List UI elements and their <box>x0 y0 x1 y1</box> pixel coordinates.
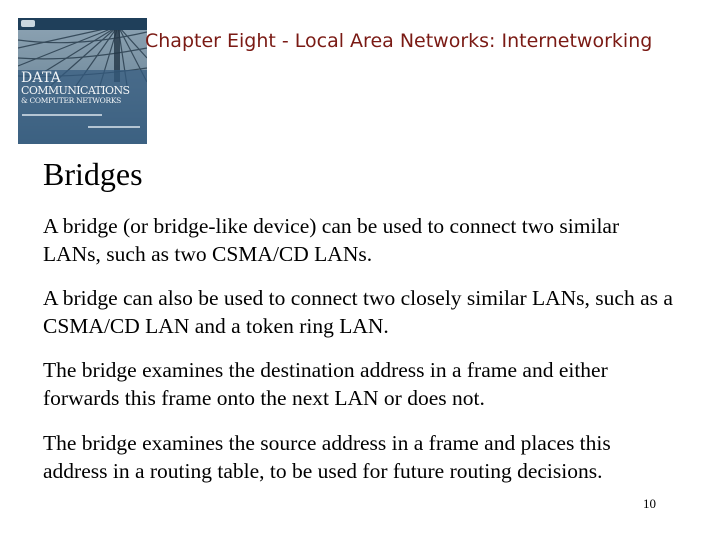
cover-title-line3: & COMPUTER NETWORKS <box>21 96 121 105</box>
book-cover-image <box>18 18 147 144</box>
cover-title-line1: DATA <box>21 70 62 86</box>
cover-author-line <box>88 126 140 128</box>
publisher-logo <box>21 20 35 27</box>
bullet-paragraph: A bridge (or bridge-like device) can be used to connect two similar LANs, such as two CSMA/CD LANs. <box>43 214 620 266</box>
bullet-paragraph: The bridge examines the destination address in a frame and either forwards this frame onto the next LAN or does not. <box>43 358 608 410</box>
cover-subtitle-line <box>22 114 102 116</box>
cover-title-block <box>18 70 147 144</box>
cover-top-band <box>18 18 147 30</box>
chapter-title: Chapter Eight - Local Area Networks: Internetworking <box>145 30 653 52</box>
cover-title-line2: COMMUNICATIONS <box>21 84 130 97</box>
page-number: 10 <box>643 496 656 511</box>
slide-heading: Bridges <box>43 156 143 192</box>
bullet-paragraph: A bridge can also be used to connect two closely similar LANs, such as a CSMA/CD LAN and a token ring LAN. <box>43 286 673 338</box>
bullet-paragraph: The bridge examines the source address in a frame and places this address in a routing table, to be used for future routing decisions. <box>43 431 611 483</box>
cover-title <box>21 72 145 105</box>
